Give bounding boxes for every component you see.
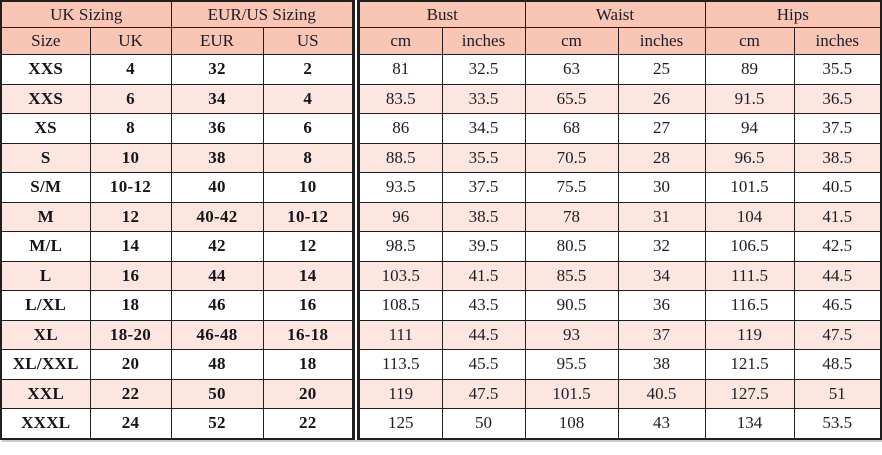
value-cell: 40-42 (171, 202, 263, 232)
value-cell: 51 (794, 379, 881, 409)
value-cell: 85.5 (525, 261, 618, 291)
table-row (1, 261, 881, 291)
value-cell: 4 (263, 84, 356, 114)
value-cell: 101.5 (705, 173, 794, 203)
value-cell: 38.5 (794, 143, 881, 173)
value-cell: 83.5 (356, 84, 442, 114)
value-cell: 121.5 (705, 350, 794, 380)
column-header: cm (525, 28, 618, 55)
table-row (1, 173, 881, 203)
value-cell: 12 (90, 202, 171, 232)
value-cell: 68 (525, 114, 618, 144)
size-cell: XXL (1, 379, 90, 409)
value-cell: 24 (90, 409, 171, 439)
column-header: inches (794, 28, 881, 55)
table-row (1, 320, 881, 350)
value-cell: 34 (171, 84, 263, 114)
value-cell: 32 (618, 232, 705, 262)
table-row (1, 114, 881, 144)
size-cell: XXS (1, 55, 90, 85)
value-cell: 2 (263, 55, 356, 85)
value-cell: 34.5 (442, 114, 525, 144)
value-cell: 111.5 (705, 261, 794, 291)
value-cell: 16-18 (263, 320, 356, 350)
value-cell: 46-48 (171, 320, 263, 350)
column-header: cm (705, 28, 794, 55)
column-group-header: EUR/US Sizing (171, 1, 356, 28)
value-cell: 42.5 (794, 232, 881, 262)
value-cell: 10-12 (263, 202, 356, 232)
value-cell: 113.5 (356, 350, 442, 380)
value-cell: 88.5 (356, 143, 442, 173)
value-cell: 40 (171, 173, 263, 203)
value-cell: 50 (442, 409, 525, 439)
value-cell: 36 (171, 114, 263, 144)
value-cell: 98.5 (356, 232, 442, 262)
value-cell: 93 (525, 320, 618, 350)
value-cell: 93.5 (356, 173, 442, 203)
size-cell: M (1, 202, 90, 232)
value-cell: 78 (525, 202, 618, 232)
value-cell: 35.5 (794, 55, 881, 85)
value-cell: 18 (90, 291, 171, 321)
value-cell: 44.5 (794, 261, 881, 291)
value-cell: 108 (525, 409, 618, 439)
value-cell: 36.5 (794, 84, 881, 114)
value-cell: 96.5 (705, 143, 794, 173)
value-cell: 125 (356, 409, 442, 439)
value-cell: 111 (356, 320, 442, 350)
value-cell: 119 (705, 320, 794, 350)
column-header: UK (90, 28, 171, 55)
value-cell: 47.5 (794, 320, 881, 350)
table-row (1, 409, 881, 439)
value-cell: 96 (356, 202, 442, 232)
table-body (1, 55, 881, 439)
value-cell: 38 (618, 350, 705, 380)
value-cell: 90.5 (525, 291, 618, 321)
column-header-row (1, 28, 881, 55)
value-cell: 16 (263, 291, 356, 321)
value-cell: 6 (90, 84, 171, 114)
value-cell: 48.5 (794, 350, 881, 380)
value-cell: 20 (263, 379, 356, 409)
value-cell: 40.5 (618, 379, 705, 409)
value-cell: 10-12 (90, 173, 171, 203)
value-cell: 94 (705, 114, 794, 144)
value-cell: 41.5 (442, 261, 525, 291)
value-cell: 32.5 (442, 55, 525, 85)
size-cell: L/XL (1, 291, 90, 321)
value-cell: 20 (90, 350, 171, 380)
size-cell: S/M (1, 173, 90, 203)
value-cell: 63 (525, 55, 618, 85)
column-header: EUR (171, 28, 263, 55)
value-cell: 8 (263, 143, 356, 173)
value-cell: 95.5 (525, 350, 618, 380)
value-cell: 36 (618, 291, 705, 321)
value-cell: 40.5 (794, 173, 881, 203)
value-cell: 75.5 (525, 173, 618, 203)
table-row (1, 202, 881, 232)
table-row (1, 55, 881, 85)
value-cell: 30 (618, 173, 705, 203)
column-header: inches (442, 28, 525, 55)
value-cell: 116.5 (705, 291, 794, 321)
value-cell: 46.5 (794, 291, 881, 321)
value-cell: 16 (90, 261, 171, 291)
column-group-header: Bust (356, 1, 525, 28)
value-cell: 6 (263, 114, 356, 144)
value-cell: 22 (263, 409, 356, 439)
table-row (1, 232, 881, 262)
value-cell: 43 (618, 409, 705, 439)
value-cell: 37.5 (794, 114, 881, 144)
value-cell: 14 (263, 261, 356, 291)
column-header: Size (1, 28, 90, 55)
value-cell: 106.5 (705, 232, 794, 262)
size-cell: S (1, 143, 90, 173)
value-cell: 26 (618, 84, 705, 114)
value-cell: 41.5 (794, 202, 881, 232)
value-cell: 86 (356, 114, 442, 144)
table-row (1, 379, 881, 409)
value-cell: 22 (90, 379, 171, 409)
value-cell: 50 (171, 379, 263, 409)
size-cell: XXS (1, 84, 90, 114)
value-cell: 37 (618, 320, 705, 350)
value-cell: 33.5 (442, 84, 525, 114)
value-cell: 18-20 (90, 320, 171, 350)
value-cell: 27 (618, 114, 705, 144)
value-cell: 10 (263, 173, 356, 203)
value-cell: 65.5 (525, 84, 618, 114)
column-header: US (263, 28, 356, 55)
value-cell: 18 (263, 350, 356, 380)
size-cell: M/L (1, 232, 90, 262)
value-cell: 39.5 (442, 232, 525, 262)
size-cell: XS (1, 114, 90, 144)
value-cell: 8 (90, 114, 171, 144)
value-cell: 12 (263, 232, 356, 262)
value-cell: 44 (171, 261, 263, 291)
size-cell: XL/XXL (1, 350, 90, 380)
size-cell: XXXL (1, 409, 90, 439)
value-cell: 53.5 (794, 409, 881, 439)
value-cell: 42 (171, 232, 263, 262)
column-group-header: Hips (705, 1, 881, 28)
value-cell: 119 (356, 379, 442, 409)
table-row (1, 350, 881, 380)
value-cell: 47.5 (442, 379, 525, 409)
value-cell: 80.5 (525, 232, 618, 262)
value-cell: 127.5 (705, 379, 794, 409)
value-cell: 48 (171, 350, 263, 380)
table-row (1, 291, 881, 321)
value-cell: 43.5 (442, 291, 525, 321)
column-header: inches (618, 28, 705, 55)
table-row (1, 143, 881, 173)
value-cell: 45.5 (442, 350, 525, 380)
value-cell: 35.5 (442, 143, 525, 173)
value-cell: 46 (171, 291, 263, 321)
value-cell: 34 (618, 261, 705, 291)
value-cell: 89 (705, 55, 794, 85)
column-header: cm (356, 28, 442, 55)
value-cell: 101.5 (525, 379, 618, 409)
size-cell: XL (1, 320, 90, 350)
column-group-header: UK Sizing (1, 1, 171, 28)
value-cell: 104 (705, 202, 794, 232)
group-header-row (1, 1, 881, 28)
value-cell: 28 (618, 143, 705, 173)
value-cell: 81 (356, 55, 442, 85)
table-row (1, 84, 881, 114)
value-cell: 108.5 (356, 291, 442, 321)
value-cell: 103.5 (356, 261, 442, 291)
value-cell: 4 (90, 55, 171, 85)
value-cell: 31 (618, 202, 705, 232)
table-header (1, 1, 881, 55)
value-cell: 38.5 (442, 202, 525, 232)
value-cell: 32 (171, 55, 263, 85)
column-group-header: Waist (525, 1, 705, 28)
value-cell: 91.5 (705, 84, 794, 114)
value-cell: 44.5 (442, 320, 525, 350)
value-cell: 10 (90, 143, 171, 173)
value-cell: 37.5 (442, 173, 525, 203)
value-cell: 134 (705, 409, 794, 439)
value-cell: 38 (171, 143, 263, 173)
value-cell: 70.5 (525, 143, 618, 173)
size-cell: L (1, 261, 90, 291)
value-cell: 52 (171, 409, 263, 439)
value-cell: 14 (90, 232, 171, 262)
value-cell: 25 (618, 55, 705, 85)
